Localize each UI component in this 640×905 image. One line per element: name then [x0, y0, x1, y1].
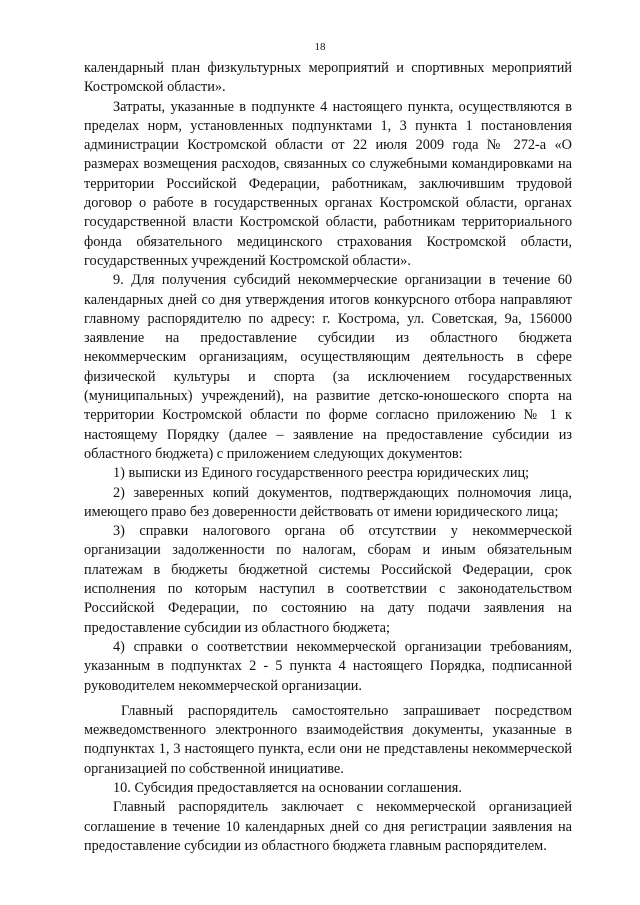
paragraph-item-9: 9. Для получения субсидий некоммерческие организации в течение 60 календарных дней со дня утверждения итогов конкурсного отбора направляют главному распорядителю по адресу: г. Кострома, ул. Советская, 9а, 156000 заявление на предоставление субсидии из областного бюджета некоммерческим организациям, осуществляющим деятельность в сфере физической культуры и спорта (за исключением государственных (муниципальных) учреждений), на развитие детско-юношеского спорта на территории Костромской области по форме согласно приложению № 1 к настоящему Порядку (далее – заявление на предоставление субсидии из областного бюджета) с приложением следующих документов:	[84, 272, 572, 462]
paragraph-expenses: Затраты, указанные в подпункте 4 настоящего пункта, осуществляются в пределах норм, установленных подпунктами 1, 3 пункта 1 постановления администрации Костромской области от 22 июля 2009 года № 272-а «О размерах возмещения расходов, связанных со служебными командировками на территории Российской Федерации, работникам, заключившим трудовой договор о работе в государственных органах Костромской области, органах государственной власти Костромской области, работникам территориального фонда обязательного медицинского страхования Костромской области, государственных учреждений Костромской области».	[84, 98, 572, 269]
document-body	[84, 59, 572, 856]
page-number: 18	[314, 41, 326, 53]
list-item-1: 1) выписки из Единого государственного реестра юридических лиц;	[113, 465, 530, 482]
paragraph-interagency-request: Главный распорядитель самостоятельно запрашивает посредством межведомственного электронного взаимодействия документы, указанные в подпунктах 1, 3 настоящего пункта, если они не представлены некоммерческой организацией по собственной инициативе.	[84, 702, 572, 777]
list-item-3: 3) справки налогового органа об отсутствии у некоммерческой организации задолженности по налогам, сборам и иным обязательным платежам в бюджеты бюджетной системы Российской Федерации, срок исполнения по которым наступил в соответствии с законодательством Российской Федерации, по состоянию на дату подачи заявления на предоставление субсидии из областного бюджета;	[84, 523, 572, 636]
list-item-2: 2) заверенных копий документов, подтверждающих полномочия лица, имеющего право без доверенности действовать от имени юридического лица;	[84, 484, 572, 520]
list-item-4: 4) справки о соответствии некоммерческой организации требованиям, указанным в подпунктах 2 - 5 пункта 4 настоящего Порядка, подписанной руководителем некоммерческой организации.	[84, 638, 572, 694]
paragraph-continuation: календарный план физкультурных мероприятий и спортивных мероприятий Костромской области».	[84, 60, 572, 96]
paragraph-agreement: Главный распорядитель заключает с некоммерческой организацией соглашение в течение 10 календарных дней со дня регистрации заявления на предоставление субсидии из областного бюджета главным распорядителем.	[84, 799, 572, 854]
paragraph-item-10: 10. Субсидия предоставляется на основании соглашения.	[113, 779, 462, 796]
